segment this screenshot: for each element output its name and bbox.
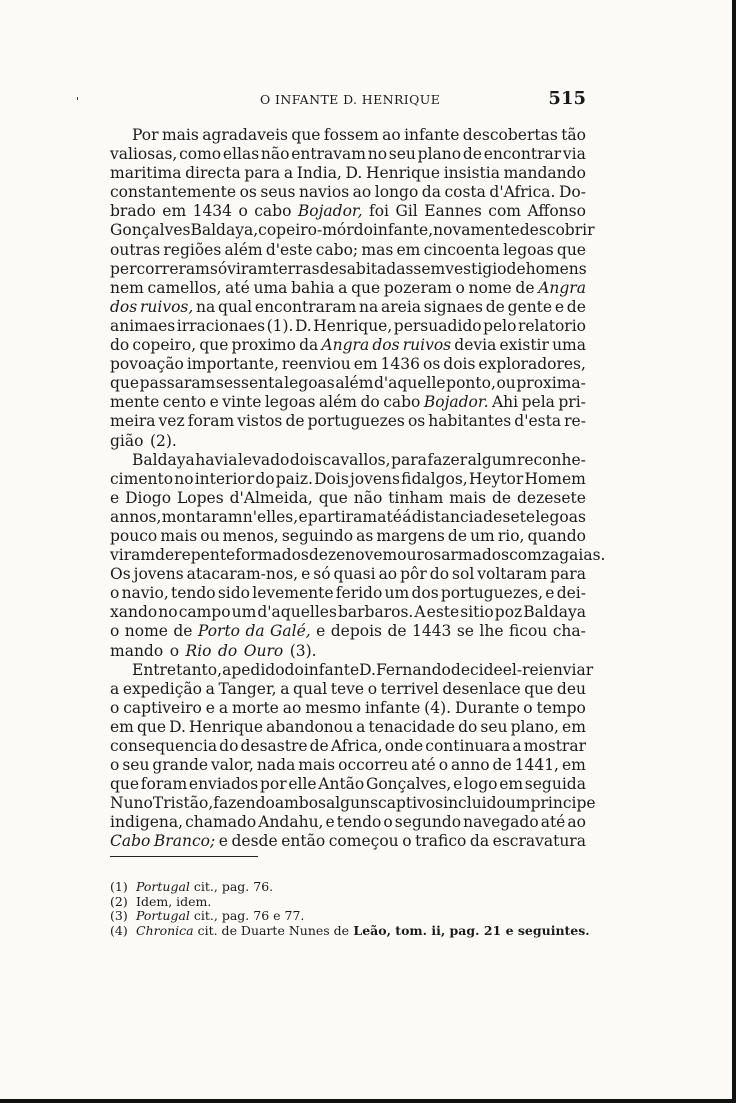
text-line: que passaram sessenta legoas além d'aquelle ponto, ou proxima- — [110, 374, 586, 393]
footnote — [110, 895, 586, 910]
text-line: Cabo Branco; e desde então começou o trafico da escravatura — [110, 832, 586, 851]
text-line: em que D. Henrique abandonou a tenacidade do seu plano, em — [110, 717, 586, 736]
text-line: brado em 1434 o cabo Bojador, foi Gil Eannes com Affonso — [110, 202, 586, 221]
footnote-text: cit. de Duarte Nunes de — [197, 922, 350, 938]
text-line: annos, montaram n'elles, e partiram até á distancia de sete legoas — [110, 507, 586, 526]
text-line: povoação importante, reenviou em 1436 os dois exploradores, — [110, 355, 586, 374]
running-title: O INFANTE D. HENRIQUE — [260, 92, 441, 107]
footnote-source-title: Portugal — [136, 879, 194, 894]
text-line: Nuno Tristão, fazendo ambos alguns captivos incluido um principe — [110, 794, 596, 813]
text-line: maritima directa para a India, D. Henrique insistia mandando — [110, 164, 586, 183]
text-line: xando no campo um d'aquelles barbaros. A este sitio poz Baldaya — [110, 603, 586, 622]
page-scan-edge-right — [732, 0, 736, 1103]
text-line: valiosas, como ellas não entravam no seu plano de encontrar via — [110, 145, 586, 164]
text-line: viram de repente formados dezenove mouros armados com zagaias. — [110, 546, 606, 565]
text-line: constantemente os seus navios ao longo da costa d'Africa. Do- — [110, 183, 586, 202]
footnote-number: (4) — [110, 922, 128, 938]
text-line: mente cento e vinte legoas além do cabo Bojador. Ahi pela pri- — [110, 393, 586, 412]
text-line: meira vez foram vistos de portuguezes os habitantes d'esta re- — [110, 412, 586, 431]
text-line: o navio, tendo sido levemente ferido um dos portuguezes, e dei- — [110, 584, 586, 603]
text-line: percorreram só viram terras desabitadas sem vestigio de homens — [110, 259, 587, 278]
footnote-text: Idem, idem. — [136, 893, 212, 909]
text-line: indigena, chamado Andahu, e tendo o segundo navegado até ao — [110, 813, 586, 832]
footnote — [110, 922, 590, 939]
text-line: pouco mais ou menos, seguindo as margens de um rio, quando — [110, 526, 586, 545]
footnote-number: (3) — [110, 908, 128, 924]
footnote — [110, 880, 586, 895]
text-line: Entretanto, a pedido do infante D. Fernando decide el-rei enviar — [132, 660, 594, 679]
text-line: que foram enviados por elle Antão Gonçalves, e logo em seguida — [110, 775, 586, 794]
text-line: animaes irracionaes (1). D. Henrique, persuadido pelo relatorio — [110, 316, 586, 335]
margin-tick-mark: ' — [76, 95, 80, 108]
text-line: outras regiões além d'este cabo; mas em cincoenta legoas que — [110, 240, 586, 259]
text-line: dos ruivos, na qual encontraram na areia signaes de gente e de — [110, 297, 586, 316]
footnote-number: (2) — [110, 893, 128, 909]
body-text — [110, 126, 606, 852]
text-line: gião (2). — [110, 431, 177, 450]
footnote-rule — [110, 856, 258, 857]
text-line: Baldaya havia levado dois cavallos, para fazer algum reconhe- — [132, 450, 586, 469]
footnote — [110, 909, 586, 924]
text-line: consequencia do desastre de Africa, onde continuara a mostrar — [110, 737, 586, 755]
footnote-source-title: Portugal — [136, 908, 194, 924]
footnote-source-title: Chronica — [136, 922, 198, 938]
text-line: o seu grande valor, nada mais occorreu até o anno de 1441, em — [110, 756, 586, 775]
footnote-text: cit., pag. 76 e 77. — [193, 908, 305, 924]
footnote-number: (1) — [110, 879, 128, 894]
text-line: a expedição a Tanger, a qual teve o terrivel desenlace que deu — [110, 679, 586, 698]
text-line: Os jovens atacaram-nos, e só quasi ao pôr do sol voltaram para — [110, 565, 586, 584]
text-line: o nome de Porto da Galé, e depois de 1443 se lhe ficou cha- — [110, 622, 586, 641]
footnotes — [110, 879, 590, 938]
footnote-text: cit., pag. 76. — [193, 879, 274, 894]
text-line: do copeiro, que proximo da Angra dos ruivos devia existir uma — [110, 336, 586, 355]
text-line: e Diogo Lopes d'Almeida, que não tinham mais de dezesete — [110, 488, 586, 507]
text-line: nem camellos, até uma bahia a que pozeram o nome de Angra — [110, 278, 586, 297]
text-line: mando o Rio do Ouro (3). — [110, 641, 317, 660]
footnote-text-bold: Leão, tom. ii, pag. 21 e seguintes. — [349, 922, 590, 938]
text-line: Por mais agradaveis que fossem ao infante descobertas tão — [132, 126, 586, 144]
page-scan-edge-bottom — [0, 1099, 736, 1103]
page-header — [110, 90, 586, 114]
text-line: o captiveiro e a morte ao mesmo infante (4). Durante o tempo — [110, 698, 586, 717]
text-line: cimento no interior do paiz. Dois jovens fidalgos, Heytor Homem — [110, 469, 586, 488]
page-number: 515 — [548, 88, 586, 109]
text-line: Gonçalves Baldaya, copeiro-mór do infante, novamente descobrir — [110, 221, 595, 240]
